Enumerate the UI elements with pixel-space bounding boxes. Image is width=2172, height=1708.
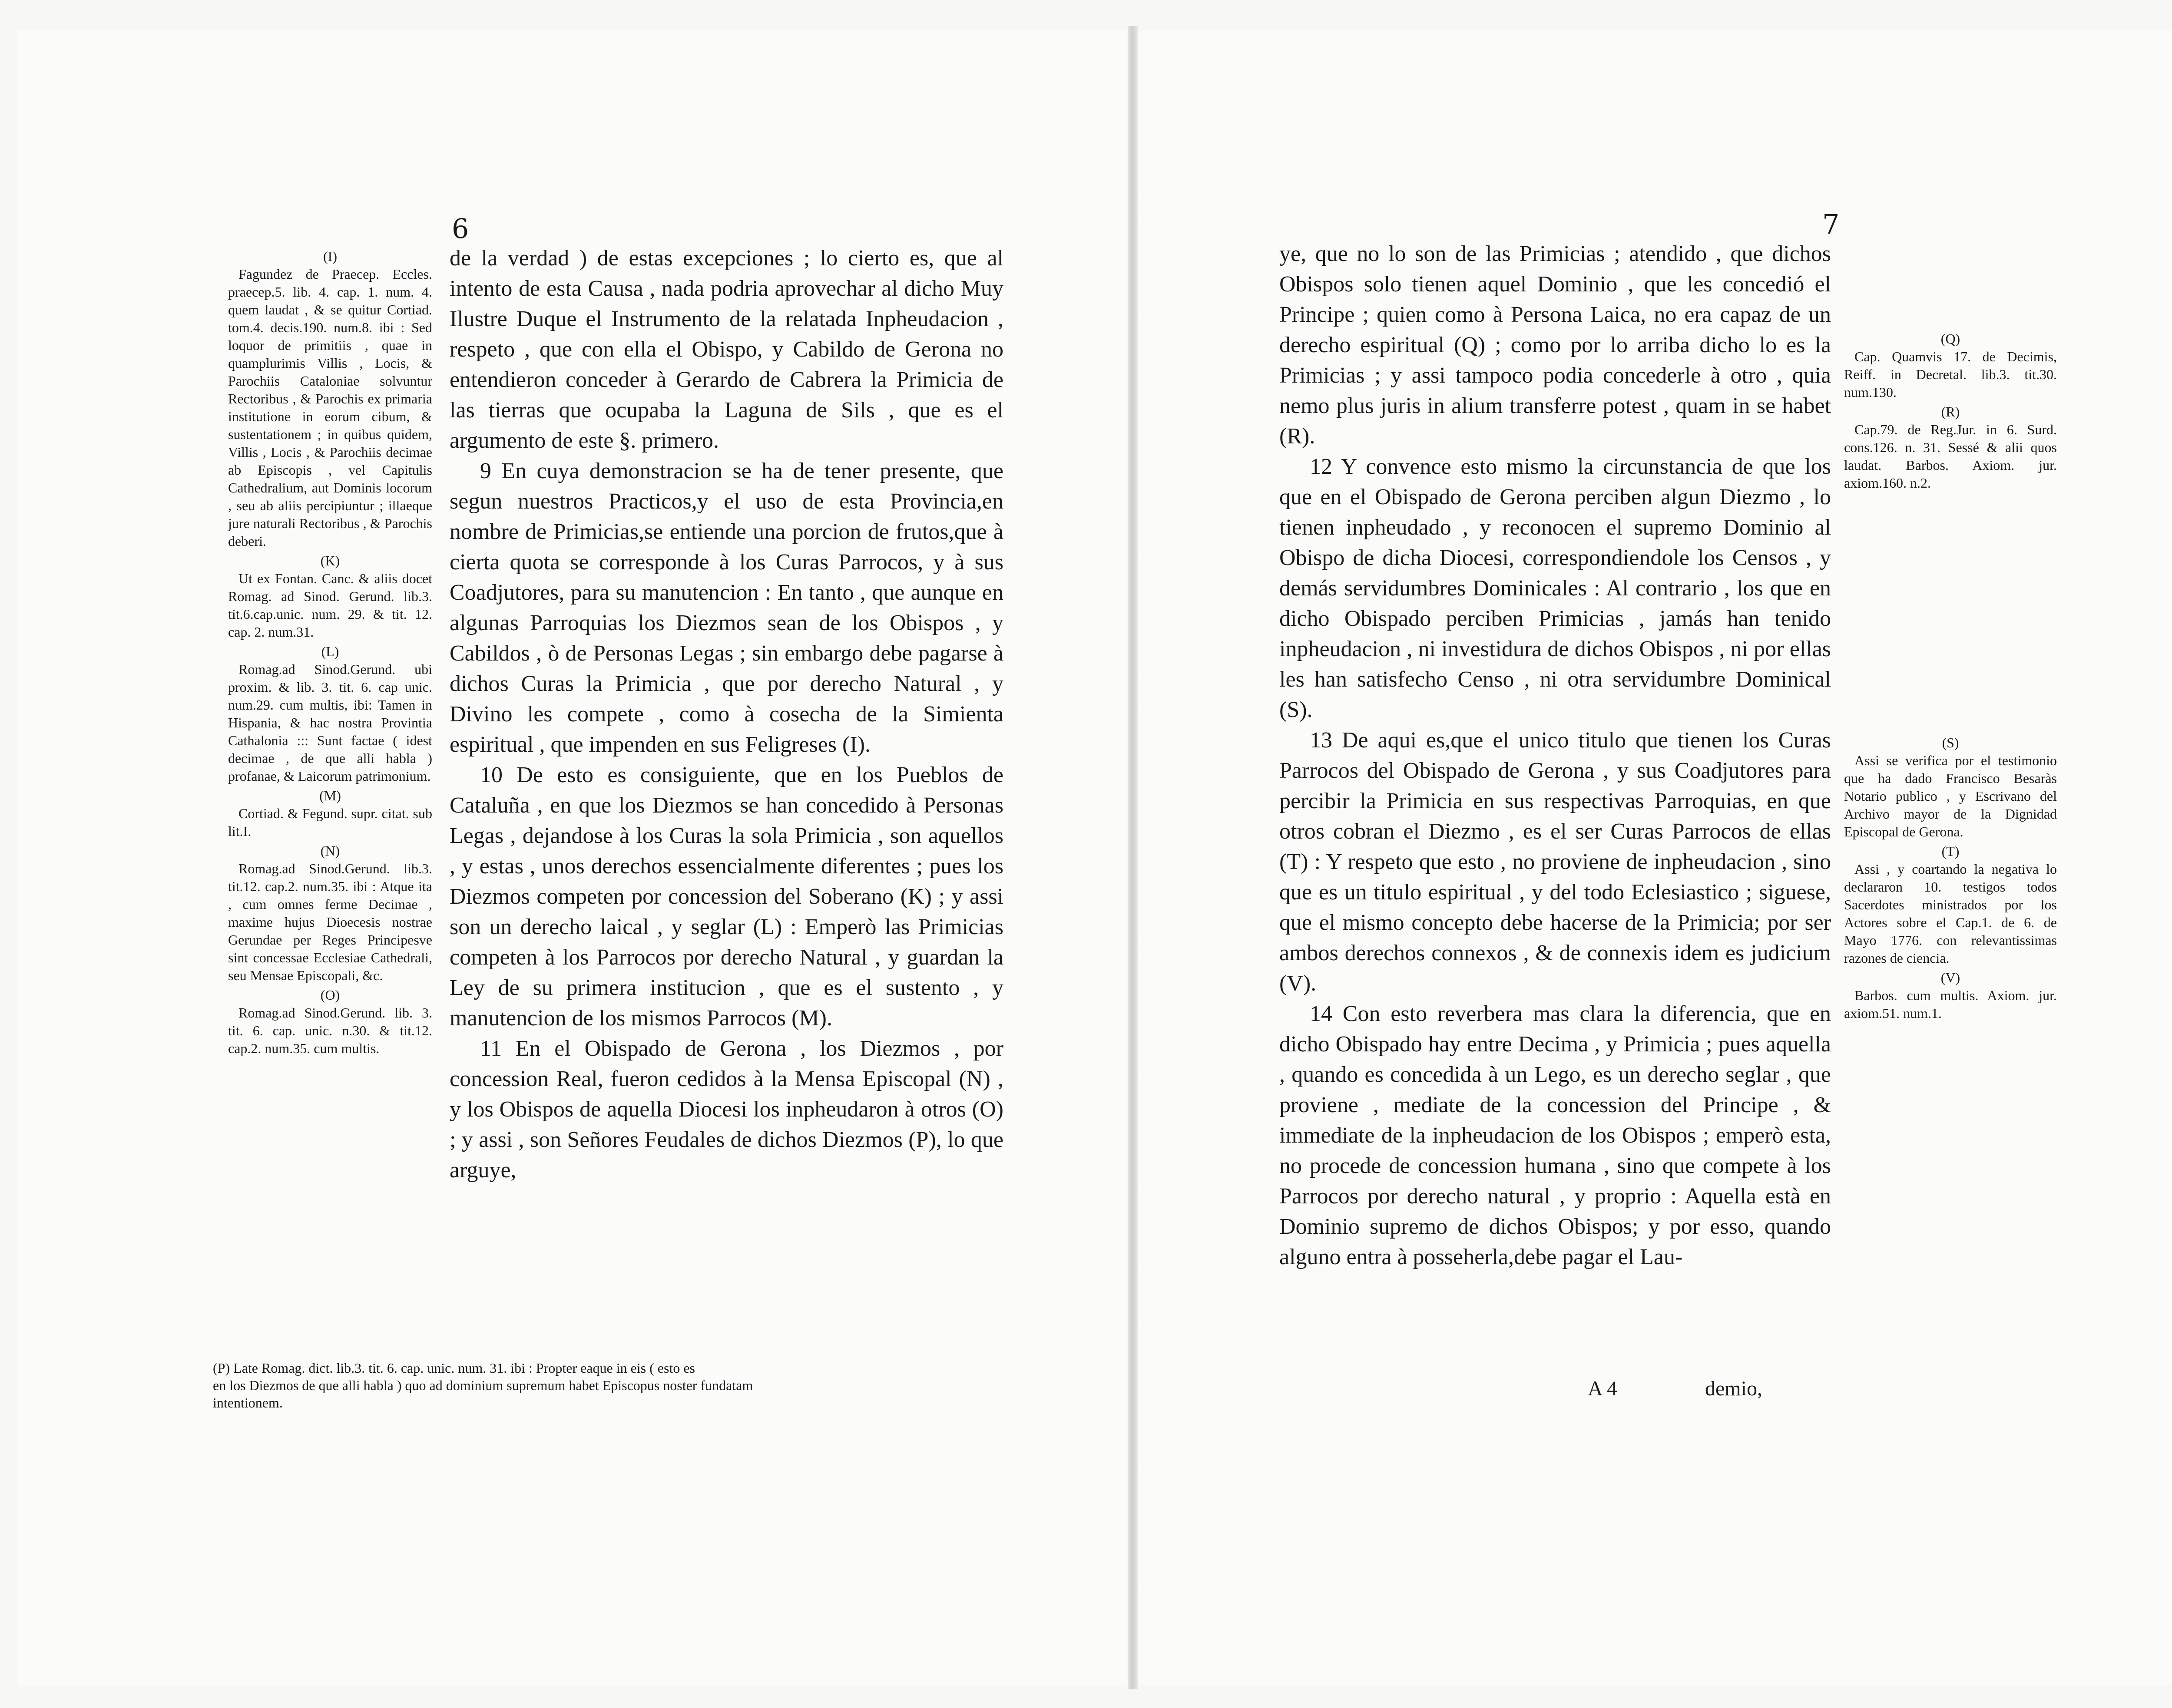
marginal-note (1844, 842, 2057, 967)
note-text: Romag.ad Sinod.Gerund. lib.3. tit.12. cap.2. num.35. ibi : Atque ita , cum omnes ferme Decimae , maxime hujus Dioecesis nostrae Gerundae per Reges Principesve sint concessae Ecclesiae Cathedrali, seu Mensae Episcopali, &c. (228, 861, 432, 983)
note-label: (I) (323, 248, 337, 264)
note-label: (N) (320, 843, 340, 859)
marginal-note (228, 842, 432, 984)
note-label: (L) (321, 644, 339, 659)
marginal-note (228, 643, 432, 785)
paragraph: 10 De esto es consiguiente, que en los Pueblos de Cataluña , en que los Diezmos se han concedido à Personas Legas , dejandose à los Curas la sola Primicia , son aquellos , y estas , unos derechos essencialmente diferentes ; pues los Diezmos competen por concession del Soberano (K) ; y assi son un derecho laical , y seglar (L) : Emperò las Primicias competen à los Parrocos por derecho Natural , y guardan la Ley de su primera institucion , que es el sustento , y manutencion de los mismos Parrocos (M). (450, 763, 1003, 1031)
paragraph: 14 Con esto reverbera mas clara la diferencia, que en dicho Obispado hay entre Decima , y Primicia ; pues aquella , quando es concedida à un Lego, es un derecho seglar , que proviene , mediate de la concession del Principe , & immediate de la inpheudacion de los Obispos ; emperò esta, no procede de concession humana , sino que compete à los Parrocos por derecho natural , y proprio : Aquella està en Dominio supremo de dichos Obispos; y por esso, quando alguno entra à posseherla,debe pagar el Lau- (1279, 1001, 1831, 1269)
marginal-note (1844, 330, 2057, 401)
paragraph: 9 En cuya demonstracion se ha de tener presente, que segun nuestros Practicos,y el uso de esta Provincia,en nombre de Primicias,se entiende una porcion de frutos,que à cierta quota se corresponde à los Curas Parrocos, y à sus Coadjutores, para su manutencion : En tanto , que aunque en algunas Parroquias los Diezmos sean de los Obispos , y Cabildos , ò de Personas Legas ; sin embargo debe pagarse à dichos Curas la Primicia , que por derecho Natural , y Divino les compete , como à cosecha de la Simienta espiritual , que impenden en sus Feligreses (I). (450, 459, 1003, 757)
catchword: demio, (1705, 1377, 1762, 1400)
marginal-notes-right-top (1844, 330, 2057, 494)
paragraph: de la verdad ) de estas excepciones ; lo cierto es, que al intento de esta Causa , nada podria aprovechar al dicho Muy Ilustre Duque el Instrumento de la relatada Inpheudacion , respeto , que con ella el Obispo, y Cabildo de Gerona no entendieron conceder à Gerardo de Cabrera la Primicia de las tierras que ocupaba la Laguna de Sils , que es el argumento de este §. primero. (450, 246, 1003, 453)
signature-mark: A 4 (1588, 1377, 1618, 1400)
body-text-left (450, 243, 1003, 1186)
paragraph: 11 En el Obispado de Gerona , los Diezmos , por concession Real, fueron cedidos à la Mensa Episcopal (N) , y los Obispos de aquella Diocesi los inpheudaron à otros (O) ; y assi , son Señores Feudales de dichos Diezmos (P), lo que arguye, (450, 1036, 1003, 1183)
marginal-note (228, 552, 432, 641)
marginal-note (228, 787, 432, 840)
paragraph: 13 De aqui es,que el unico titulo que tienen los Curas Parrocos del Obispado de Gerona , y sus Coadjutores para percibir la Primicia en sus respectivas Parroquias, en que otros cobran el Diezmo , es el ser Curas Parrocos de ellas (T) : Y respeto que esto , no proviene de inpheudacion , sino que es un titulo espiritual , y del todo Eclesiastico ; siguese, que el mismo concepto debe hacerse de la Primicia; por ser ambos derechos connexos , & de connexis idem es judicium (V). (1279, 728, 1831, 996)
marginal-notes-right-bottom (1844, 734, 2057, 1024)
footnote-line: intentionem. (213, 1395, 283, 1411)
note-text: Assi , y coartando la negativa lo declararon 10. testigos todos Sacerdotes ministrados por los Actores sobre el Cap.1. de 6. de Mayo 1776. con relevantissimas razones de ciencia. (1844, 861, 2057, 966)
note-text: Romag.ad Sinod.Gerund. lib. 3. tit. 6. cap. unic. n.30. & tit.12. cap.2. num.35. cum multis. (228, 1005, 432, 1056)
marginal-note (1844, 969, 2057, 1022)
note-text: Cortiad. & Fegund. supr. citat. sub lit.I. (228, 806, 432, 839)
page-number-right: 7 (1822, 208, 1840, 240)
marginal-note (1844, 403, 2057, 492)
note-label: (M) (319, 788, 341, 803)
marginal-notes-left (228, 248, 432, 1059)
footnote-line: (P) Late Romag. dict. lib.3. tit. 6. cap. unic. num. 31. ibi : Propter eaque in eis ( esto es (213, 1360, 695, 1376)
note-label: (Q) (1940, 331, 1960, 347)
note-label: (S) (1942, 735, 1959, 750)
paragraph: ye, que no lo son de las Primicias ; atendido , que dichos Obispos solo tienen aquel Dominio , que les concedió el Principe ; quien como à Persona Laica, no era capaz de un derecho espiritual (Q) ; como por lo arriba dicho lo es la Primicias ; y assi tampoco podia concederle à otro , quia nemo plus juris in alium transferre potest , quam in se habet (R). (1279, 241, 1831, 449)
footnote-left (213, 1359, 1008, 1411)
note-label: (R) (1941, 404, 1960, 420)
note-label: (V) (1940, 970, 1960, 985)
note-label: (O) (320, 987, 340, 1003)
note-text: Fagundez de Praecep. Eccles. praecep.5. lib. 4. cap. 1. num. 4. quem laudat , & se quitur Cortiad. tom.4. decis.190. num.8. ibi : Sed loquor de primitiis , quae in quamplurimis Villis , Locis, & Parochiis Cataloniae solvuntur Rectoribus , & Parochis ex primaria institutione in eorum cibum, & sustentationem ; in quibus quidem, Villis , Locis , & Parochiis decimae ab Episcopis , vel Capitulis Cathedralium, aut Dominis locorum , seu ab aliis percipiuntur ; illaeque jure naturali Rectoribus , & Parochis deberi. (228, 266, 432, 549)
note-text: Barbos. cum multis. Axiom. jur. axiom.51. num.1. (1844, 988, 2057, 1021)
note-label: (T) (1941, 843, 1960, 859)
book-spine (1128, 26, 1138, 1689)
footnote-line: en los Diezmos de que alli habla ) quo ad dominium supremum habet Episcopus noster fundatam (213, 1378, 753, 1393)
paragraph: 12 Y convence esto mismo la circunstancia de que los que en el Obispado de Gerona perciben algun Diezmo , lo tienen inpheudado , y reconocen el supremo Dominio al Obispo de dicha Diocesi, correspondiendole los Censos , y demás servidumbres Dominicales : Al contrario , los que en dicho Obispado perciben Primicias , jamás han tenido inpheudacion , ni investidura de dichos Obispos , ni por ellas les han satisfecho Censo , ni otra servidumbre Dominical (S). (1279, 454, 1831, 722)
note-text: Romag.ad Sinod.Gerund. ubi proxim. & lib. 3. tit. 6. cap unic. num.29. cum multis, ibi: Tamen in Hispania, & hac nostra Provintia Cathalonia ::: Sunt factae ( idest decimae , de que alli habla ) profanae, & Laicorum patrimonium. (228, 661, 432, 784)
note-text: Assi se verifica por el testimonio que ha dado Francisco Besaràs Notario publico , y Escrivano del Archivo mayor de la Dignidad Episcopal de Gerona. (1844, 753, 2057, 839)
marginal-note (228, 986, 432, 1057)
page-number-left: 6 (452, 213, 469, 244)
note-text: Cap.79. de Reg.Jur. in 6. Surd. cons.126. n. 31. Sessé & alii quos laudat. Barbos. Axiom. jur. axiom.160. n.2. (1844, 422, 2057, 491)
marginal-note (1844, 734, 2057, 841)
marginal-note (228, 248, 432, 550)
note-label: (K) (320, 553, 340, 568)
note-text: Ut ex Fontan. Canc. & aliis docet Romag. ad Sinod. Gerund. lib.3. tit.6.cap.unic. num. 29. & tit. 12. cap. 2. num.31. (228, 571, 432, 640)
body-text-right (1279, 239, 1831, 1272)
note-text: Cap. Quamvis 17. de Decimis, Reiff. in Decretal. lib.3. tit.30. num.130. (1844, 349, 2057, 400)
